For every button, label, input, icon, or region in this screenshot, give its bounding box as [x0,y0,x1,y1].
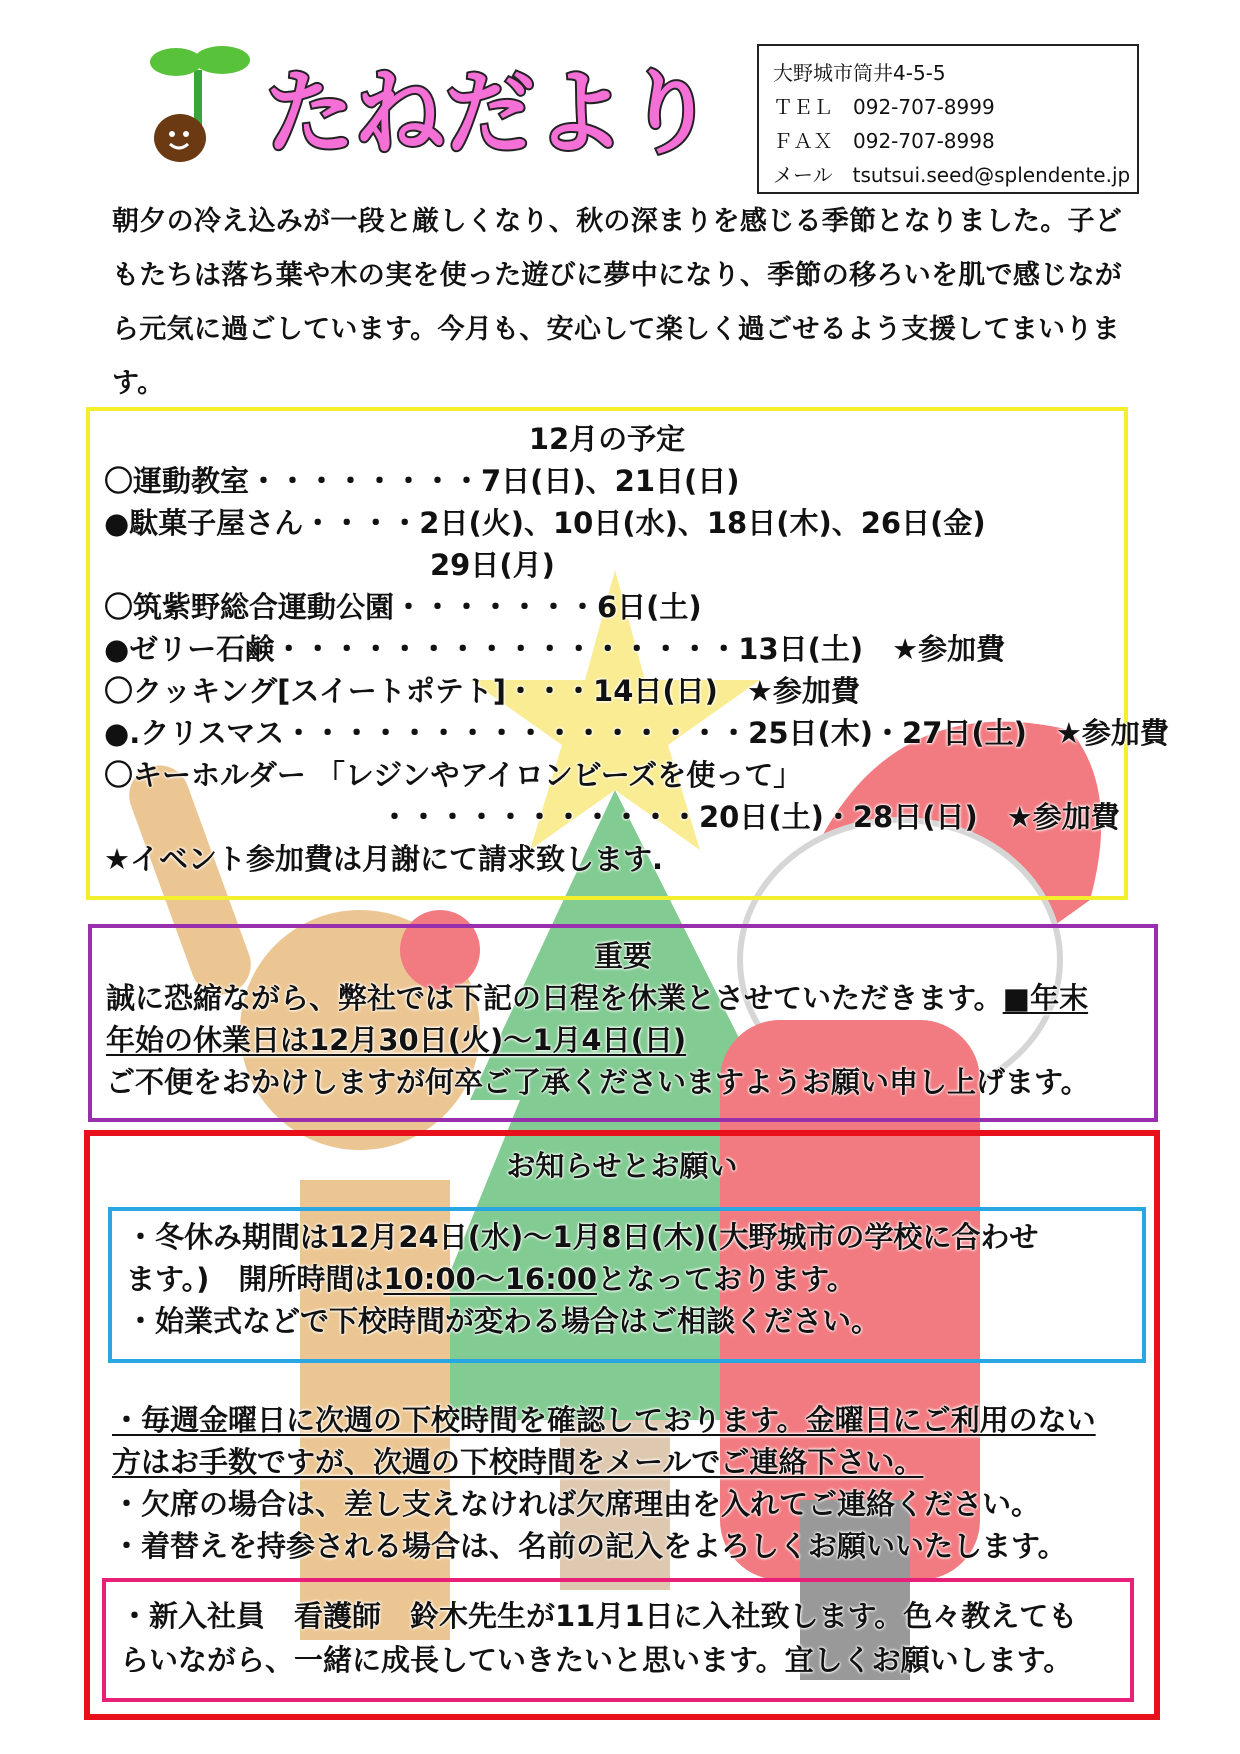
absence-text: ・欠席の場合は、差し支えなければ欠席理由を入れてご連絡ください。 [112,1487,1041,1521]
winter-break-box [108,1207,1146,1363]
sprout-logo-icon [150,40,260,170]
closure-intro-text: 誠に恐縮ながら、弊社では下記の日程を休業とさせていただきます。 [106,981,1003,1015]
tel-text: ＴＥＬ 092-707-8999 [773,95,995,119]
schedule-item: 〇運動教室・・・・・・・・7日(日)、21日(日) [104,464,740,498]
opening-hours-label: ます。) 開所時間は [126,1262,384,1296]
opening-hours-value: 10:00～16:00 [383,1262,598,1296]
schedule-item: 〇クッキング[スイートポテト]・・・14日(日) ★参加費 [104,674,860,708]
new-staff-box [102,1578,1134,1702]
schedule-item: ★イベント参加費は月謝にて請求致します. [104,842,664,876]
schedule-item: ●駄菓子屋さん・・・・2日(火)、10日(水)、18日(木)、26日(金) [104,506,986,540]
contact-info-box [757,44,1139,194]
mail-text: メール tsutsui.seed@splendente.jp [773,163,1131,187]
address-text: 大野城市筒井4-5-5 [773,61,946,85]
schedule-item: 29日(月) [430,548,555,582]
schedule-item: 〇筑紫野総合運動公園・・・・・・・6日(土) [104,590,702,624]
opening-hours-suffix: となっております。 [597,1262,856,1296]
weekly-schedule-text: 方はお手数ですが、次週の下校時間をメールでご連絡下さい。 [112,1445,924,1479]
new-staff-text: ・新入社員 看護師 鈴木先生が11月1日に入社致します。色々教えても [120,1599,1078,1633]
intro-paragraph: 朝夕の冷え込みが一段と厳しくなり、秋の深まりを感じる季節となりました。子どもたちは落ち葉や木の実を使った遊びに夢中になり、季節の移ろいを肌で感じながら元気に過ごしています。今月も、安心して楽しく過ごせるよう支援してまいります。 [112,206,1123,399]
closure-dates-text: ■年末 [1002,981,1089,1015]
schedule-heading: 12月の予定 [528,422,686,456]
weekly-schedule-text: ・毎週金曜日に次週の下校時間を確認しております。金曜日にご利用のない [112,1403,1096,1437]
notices-heading: お知らせとお願い [506,1149,738,1183]
schedule-item: ●.クリスマス・・・・・・・・・・・・・・・・25日(木)・27日(土) ★参加費 [104,716,1169,750]
schedule-item: 〇キーホルダー 「レジンやアイロンビーズを使って」 [104,758,803,792]
school-start-text: ・始業式などで下校時間が変わる場合はご相談ください。 [126,1304,881,1338]
december-schedule-box [86,407,1169,900]
schedule-item: ●ゼリー石鹸・・・・・・・・・・・・・・・・13日(土) ★参加費 [104,632,1006,666]
newsletter-title: たねだより [265,60,715,167]
clothes-text: ・着替えを持参される場合は、名前の記入をよろしくお願いいたします。 [112,1529,1067,1563]
important-notice-box [88,924,1158,1122]
closure-apology-text: ご不便をおかけしますが何卒ご了承くださいますようお願い申し上げます。 [106,1065,1090,1099]
schedule-item: ・・・・・・・・・・・20日(土)・28日(日) ★参加費 [380,800,1120,834]
fax-text: ＦＡＸ 092-707-8998 [773,129,995,153]
closure-dates-text: 年始の休業日は12月30日(火)～1月4日(日) [106,1023,687,1057]
winter-break-text: ・冬休み期間は12月24日(水)～1月8日(木)(大野城市の学校に合わせ [126,1220,1039,1254]
new-staff-text: らいながら、一緒に成長していきたいと思います。宜しくお願いします。 [120,1643,1073,1677]
important-heading: 重要 [593,939,652,973]
